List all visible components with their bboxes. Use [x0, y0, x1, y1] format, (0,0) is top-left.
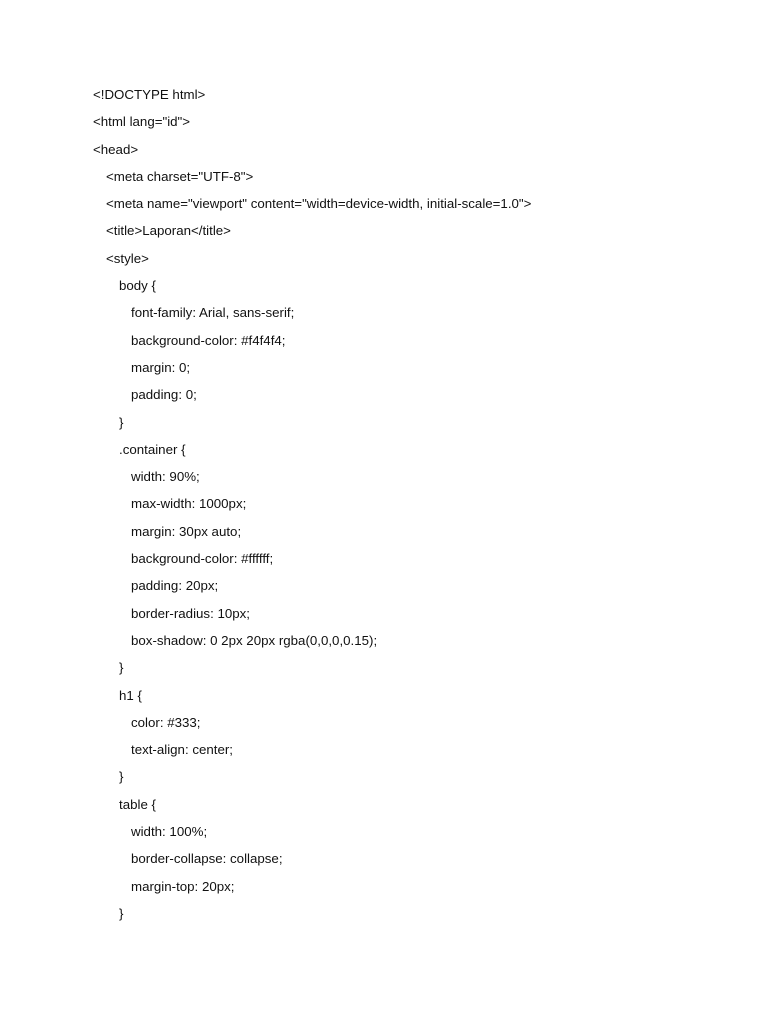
code-line: background-color: #ffffff;: [131, 551, 274, 567]
code-line: padding: 0;: [131, 387, 197, 403]
code-line: table {: [119, 796, 156, 812]
code-line: background-color: #f4f4f4;: [131, 332, 286, 348]
code-line: margin: 30px auto;: [131, 523, 242, 539]
code-line: box-shadow: 0 2px 20px rgba(0,0,0,0.15);: [131, 632, 378, 648]
code-line: <!DOCTYPE html>: [93, 87, 206, 102]
code-line: color: #333;: [131, 714, 201, 730]
code-line: body {: [119, 278, 156, 294]
code-line: margin-top: 20px;: [131, 878, 235, 894]
code-line: .container {: [119, 441, 186, 457]
code-line: }: [119, 769, 124, 785]
code-line: border-radius: 10px;: [131, 605, 250, 621]
code-line: max-width: 1000px;: [131, 496, 247, 512]
code-line: <style>: [106, 250, 149, 266]
code-line: }: [119, 414, 124, 430]
code-line: width: 90%;: [131, 469, 200, 485]
code-line: padding: 20px;: [131, 578, 219, 594]
code-line: <meta name="viewport" content="width=device-width, initial-scale=1.0">: [106, 196, 532, 212]
code-line: <head>: [93, 141, 139, 157]
code-line: border-collapse: collapse;: [131, 851, 283, 867]
code-line: <html lang="id">: [93, 114, 191, 130]
code-line: <meta charset="UTF-8">: [106, 168, 254, 184]
code-line: h1 {: [119, 687, 142, 703]
code-line: font-family: Arial, sans-serif;: [131, 305, 295, 321]
code-line: }: [119, 660, 124, 676]
code-line: margin: 0;: [131, 359, 191, 375]
code-line: text-align: center;: [131, 742, 233, 758]
code-line: <title>Laporan</title>: [106, 223, 231, 239]
code-listing: [93, 84, 531, 930]
code-line: }: [119, 905, 124, 921]
code-line: width: 100%;: [131, 824, 208, 840]
